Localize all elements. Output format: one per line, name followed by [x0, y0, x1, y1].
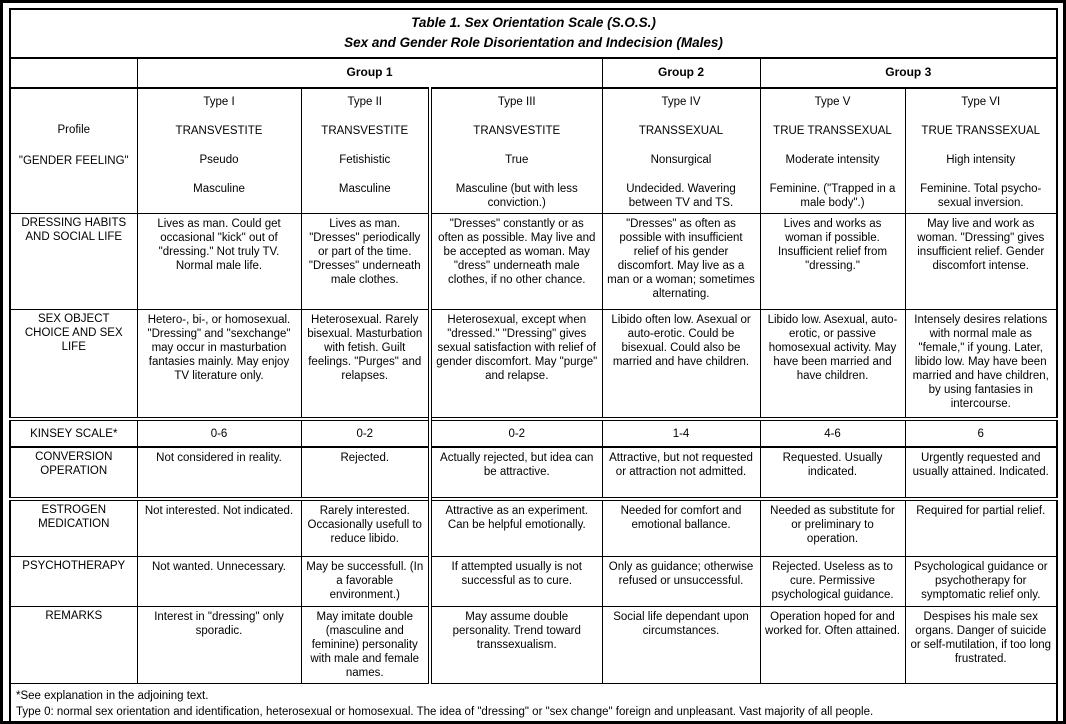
type-feeling: Feminine. ("Trapped in a male body".)	[769, 182, 896, 209]
table-cell: Lives as man. "Dresses" periodically or part of the time. "Dresses" underneath male clothes.	[301, 213, 430, 309]
dressing-habits-row	[10, 213, 1057, 309]
type-name: TRUE TRANSSEXUAL	[773, 124, 892, 137]
type-feeling: Masculine	[338, 182, 391, 195]
remarks-row	[10, 606, 1057, 683]
sos-table	[9, 8, 1058, 724]
table-cell: May imitate double (masculine and feminine) personality with male and female names.	[301, 606, 430, 683]
type-subtype: True	[505, 153, 529, 166]
table-cell: 4-6	[760, 419, 905, 447]
table-cell: May assume double personality. Trend toward transsexualism.	[430, 606, 602, 683]
table-subtitle: Sex and Gender Role Disorientation and Indecision (Males)	[344, 35, 723, 51]
table-title: Table 1. Sex Orientation Scale (S.O.S.)	[411, 15, 656, 30]
table-cell: Required for partial relief.	[905, 499, 1057, 556]
table-cell: Rejected. Useless as to cure. Permissive psychological guidance.	[760, 556, 905, 606]
type-heading: Type IV	[661, 95, 701, 108]
type-heading: Type VI	[961, 95, 1001, 108]
table-cell: 0-2	[430, 419, 602, 447]
table-cell: Lives as man. Could get occasional "kick" out of "dressing." Not truly TV. Normal male life.	[137, 213, 301, 309]
type-subtype: Fetishistic	[339, 153, 391, 166]
profile-type4	[602, 88, 760, 214]
table-cell: Attractive, but not requested or attraction not admitted.	[602, 447, 760, 499]
conversion-operation-row	[10, 447, 1057, 499]
table-cell: May live and work as woman. "Dressing" gives insufficient relief. Gender discomfort intense.	[905, 213, 1057, 309]
table-cell: 6	[905, 419, 1057, 447]
row-label-conversion-operation: CONVERSION OPERATION	[10, 447, 137, 499]
type-subtype: Pseudo	[199, 153, 239, 166]
sex-object-row	[10, 309, 1057, 419]
table-cell: 0-2	[301, 419, 430, 447]
table-cell: Only as guidance; otherwise refused or unsuccessful.	[602, 556, 760, 606]
table-cell: "Dresses" constantly or as often as possible. May live and be accepted as woman. May "dress" underneath male clothes, if no other chance.	[430, 213, 602, 309]
group2-header: Group 2	[602, 58, 760, 88]
psychotherapy-row	[10, 556, 1057, 606]
row-label-psychotherapy: PSYCHOTHERAPY	[10, 556, 137, 606]
type-feeling: Masculine	[193, 182, 245, 195]
table-cell: Not wanted. Unnecessary.	[137, 556, 301, 606]
type-subtype: Moderate intensity	[785, 153, 880, 166]
table-cell: Requested. Usually indicated.	[760, 447, 905, 499]
row-label-remarks: REMARKS	[10, 606, 137, 683]
footnote-asterisk: *See explanation in the adjoining text.	[16, 689, 209, 702]
row-label-dressing-habits: DRESSING HABITS AND SOCIAL LIFE	[10, 213, 137, 309]
type-feeling: Masculine (but with less conviction.)	[455, 182, 578, 209]
type-heading: Type V	[814, 95, 851, 108]
type-heading: Type II	[347, 95, 383, 108]
table-cell: "Dresses" as often as possible with insufficient relief of his gender discomfort. May live as a man or a woman; sometimes alternating.	[602, 213, 760, 309]
footnotes-cell	[10, 683, 1057, 724]
estrogen-medication-row	[10, 499, 1057, 556]
group-header-row	[10, 58, 1057, 88]
table-title-cell	[10, 9, 1057, 58]
footnotes-row	[10, 683, 1057, 724]
table-cell: Lives and works as woman if possible. Insufficient relief from "dressing."	[760, 213, 905, 309]
type-subtype: High intensity	[946, 153, 1016, 166]
type-name: TRANSSEXUAL	[638, 124, 724, 137]
table-cell: Hetero-, bi-, or homosexual. "Dressing" and "sexchange" may occur in masturbation fantasies mainly. May enjoy TV literature only.	[137, 309, 301, 419]
table-cell: Psychological guidance or psychotherapy for symptomatic relief only.	[905, 556, 1057, 606]
type-heading: Type I	[203, 95, 235, 108]
group1-header: Group 1	[137, 58, 602, 88]
table-cell: Despises his male sex organs. Danger of suicide or self-mutilation, if too long frustrated.	[905, 606, 1057, 683]
row-label-profile	[10, 88, 137, 214]
profile-type1	[137, 88, 301, 214]
table-cell: Not interested. Not indicated.	[137, 499, 301, 556]
table-cell: Social life dependant upon circumstances.	[602, 606, 760, 683]
kinsey-scale-row	[10, 419, 1057, 447]
group-header-blank	[10, 58, 137, 88]
profile-type3	[430, 88, 602, 214]
type-name: TRANSVESTITE	[175, 124, 263, 137]
table-cell: Heterosexual, except when "dressed." "Dressing" gives sexual satisfaction with relief of gender discomfort. May "purge" and relapse.	[430, 309, 602, 419]
group3-header: Group 3	[760, 58, 1057, 88]
table-cell: Libido low. Asexual, auto-erotic, or passive homosexual activity. May have been married and have children.	[760, 309, 905, 419]
table-cell: Heterosexual. Rarely bisexual. Masturbation with fetish. Guilt feelings. "Purges" and relapses.	[301, 309, 430, 419]
table-cell: If attempted usually is not successful as to cure.	[430, 556, 602, 606]
profile-row	[10, 88, 1057, 214]
table-cell: Not considered in reality.	[137, 447, 301, 499]
table-cell: 1-4	[602, 419, 760, 447]
table-cell: Actually rejected, but idea can be attractive.	[430, 447, 602, 499]
type-name: TRUE TRANSSEXUAL	[921, 124, 1041, 137]
table-cell: Interest in "dressing" only sporadic.	[137, 606, 301, 683]
type-name: TRANSVESTITE	[473, 124, 561, 137]
table-cell: Intensely desires relations with normal male as "female," if young. Later, libido low. May have been married and have children, by using fantasies in intercourse.	[905, 309, 1057, 419]
table-cell: Rejected.	[301, 447, 430, 499]
table-cell: Libido often low. Asexual or auto-erotic. Could be bisexual. Could also be married and have children.	[602, 309, 760, 419]
row-label-sex-object: SEX OBJECT CHOICE AND SEX LIFE	[10, 309, 137, 419]
table-cell: Attractive as an experiment. Can be helpful emotionally.	[430, 499, 602, 556]
footnote-type0: Type 0: normal sex orientation and identification, heterosexual or homosexual. The idea of "dressing" or "sex change" foreign and unpleasant. Vast majority of all people.	[16, 706, 874, 719]
table-cell: Rarely interested. Occasionally usefull to reduce libido.	[301, 499, 430, 556]
profile-label: Profile	[57, 123, 91, 136]
profile-type6	[905, 88, 1057, 214]
table-cell: Operation hoped for and worked for. Often attained.	[760, 606, 905, 683]
table-cell: Needed as substitute for or preliminary to operation.	[760, 499, 905, 556]
profile-type5	[760, 88, 905, 214]
table-cell: Urgently requested and usually attained. Indicated.	[905, 447, 1057, 499]
profile-type2	[301, 88, 430, 214]
type-subtype: Nonsurgical	[650, 153, 712, 166]
table-cell: 0-6	[137, 419, 301, 447]
row-label-estrogen-medication: ESTROGEN MEDICATION	[10, 499, 137, 556]
table-cell: May be successfull. (In a favorable environment.)	[301, 556, 430, 606]
table-cell: Needed for comfort and emotional ballance.	[602, 499, 760, 556]
type-name: TRANSVESTITE	[321, 124, 409, 137]
type-feeling: Undecided. Wavering between TV and TS.	[626, 182, 736, 209]
type-feeling: Feminine. Total psycho-sexual inversion.	[920, 182, 1042, 209]
gender-feeling-label: "GENDER FEELING"	[18, 154, 129, 167]
type-heading: Type III	[497, 95, 536, 108]
row-label-kinsey-scale: KINSEY SCALE*	[10, 419, 137, 447]
table-title-row	[10, 9, 1057, 58]
